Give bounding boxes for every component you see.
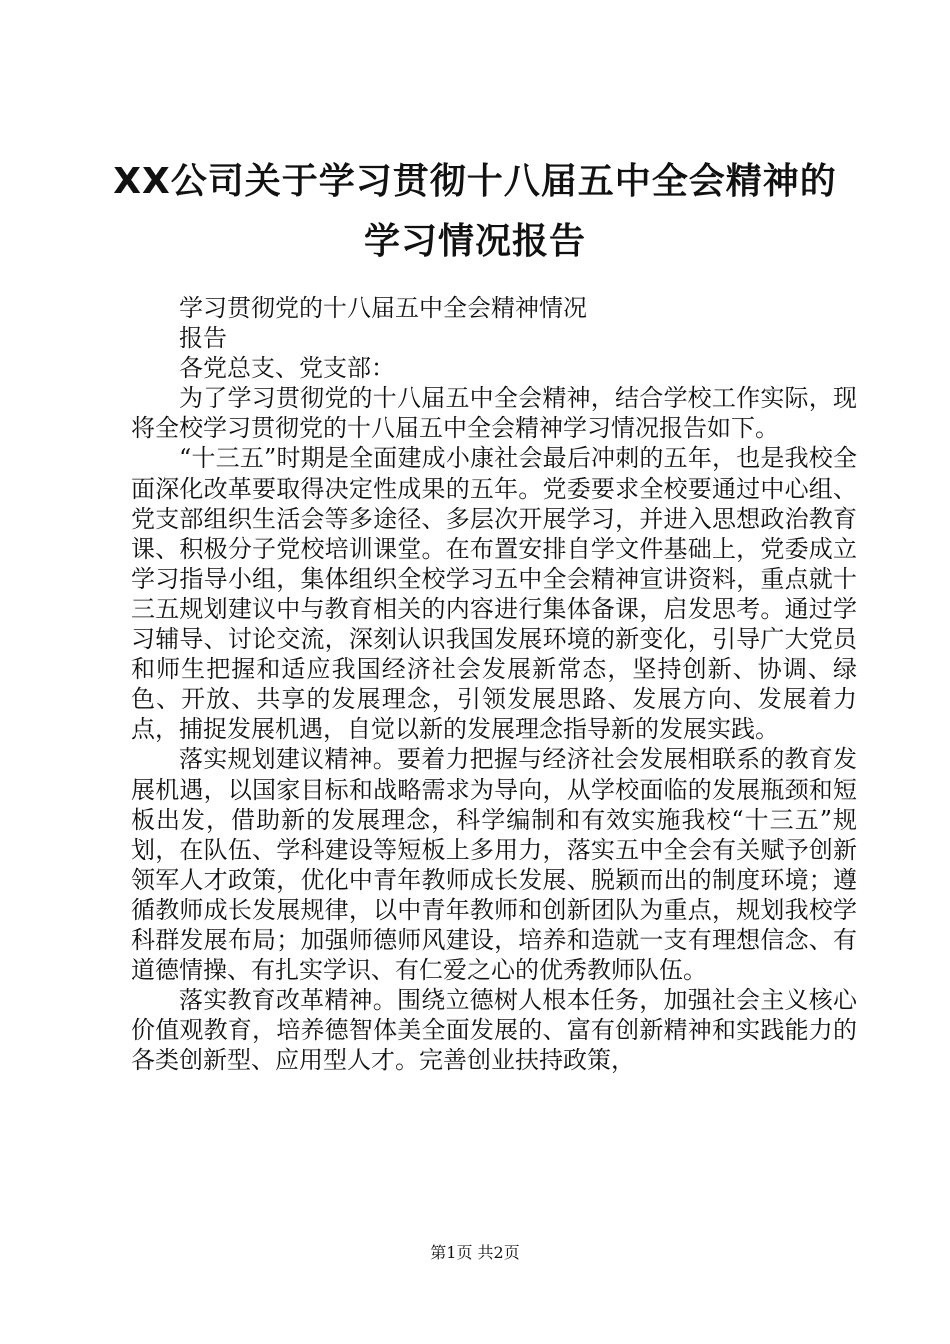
paragraph: 落实规划建议精神。要着力把握与经济社会发展相联系的教育发展机遇，以国家目标和战略需求为导向，从学校面临的发展瓶颈和短板出发，借助新的发展理念，科学编制和有效实施我校“十三五”规划，在队伍、学科建设等短板上多用力，落实五中全会有关赋予创新领军人才政策，优化中青年教师成长发展、脱颖而出的制度环境；遵循教师成长发展规律，以中青年教师和创新团队为重点，规划我校学科群发展布局；加强师德师风建设，培养和造就一支有理想信念、有道德情操、有扎实学识、有仁爱之心的优秀教师队伍。 <box>131 745 857 985</box>
document-title-line-2: 学习情况报告 <box>363 221 586 262</box>
paragraph: 为了学习贯彻党的十八届五中全会精神，结合学校工作实际，现将全校学习贯彻党的十八届五中全会精神学习情况报告如下。 <box>131 384 857 443</box>
document-body <box>131 293 857 1075</box>
document-title-line-1: XX公司关于学习贯彻十八届五中全会精神的 <box>113 161 837 202</box>
paragraph: 各党总支、党支部： <box>179 354 395 383</box>
page-number-footer: 第1页 共2页 <box>430 1243 520 1262</box>
paragraph: 落实教育改革精神。围绕立德树人根本任务，加强社会主义核心价值观教育，培养德智体美全面发展的、富有创新精神和实践能力的各类创新型、应用型人才。完善创业扶持政策， <box>131 986 857 1075</box>
paragraph: 报告 <box>179 324 227 353</box>
paragraph: “十三五”时期是全面建成小康社会最后冲刺的五年，也是我校全面深化改革要取得决定性成果的五年。党委要求全校要通过中心组、党支部组织生活会等多途径、多层次开展学习，并进入思想政治教育课、积极分子党校培训课堂。在布置安排自学文件基础上，党委成立学习指导小组，集体组织全校学习五中全会精神宣讲资料，重点就十三五规划建议中与教育相关的内容进行集体备课，启发思考。通过学习辅导、讨论交流，深刻认识我国发展环境的新变化，引导广大党员和师生把握和适应我国经济社会发展新常态，坚持创新、协调、绿色、开放、共享的发展理念，引领发展思路、发展方向、发展着力点，捕捉发展机遇，自觉以新的发展理念指导新的发展实践。 <box>131 444 857 744</box>
paragraph: 学习贯彻党的十八届五中全会精神情况 <box>179 294 587 322</box>
